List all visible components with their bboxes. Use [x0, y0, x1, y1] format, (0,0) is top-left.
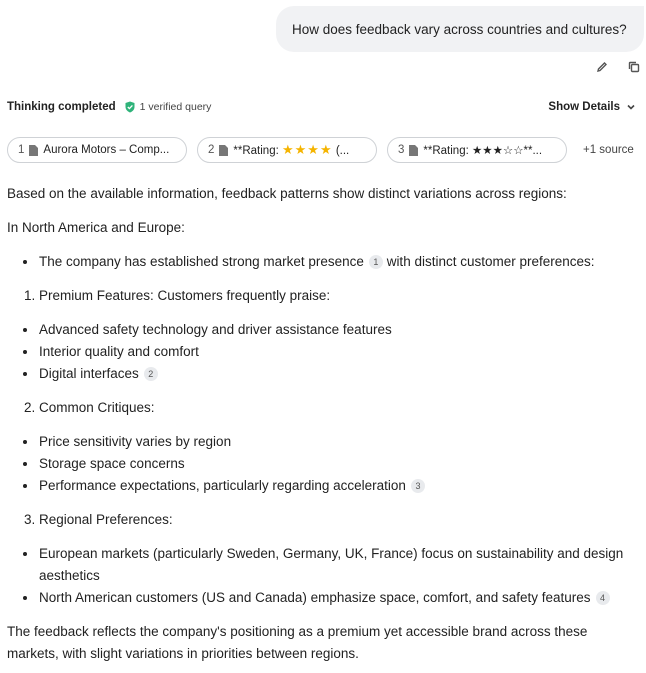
show-details-button[interactable] [548, 101, 636, 113]
verified-badge [124, 101, 212, 113]
answer-body [7, 183, 636, 673]
presence-list [7, 251, 636, 273]
source-label-suffix: (... [332, 145, 350, 157]
list-item: Price sensitivity varies by region [19, 431, 636, 453]
citation-badge[interactable]: 1 [369, 255, 383, 269]
source-label [233, 142, 349, 158]
document-icon [29, 145, 38, 156]
thinking-title: Thinking completed [7, 101, 116, 113]
message-actions [595, 60, 641, 74]
section-heading-critiques: 2. Common Critiques: [24, 400, 155, 415]
list-item: The company has established strong market presence 1 with distinct customer preferences: [19, 251, 636, 273]
star-rating-icons: ★★★★ [282, 142, 333, 157]
answer-intro: Based on the available information, feedback patterns show distinct variations across regions: [7, 186, 567, 201]
source-number: 3 [398, 144, 405, 156]
document-icon [409, 145, 418, 156]
source-number: 2 [208, 144, 215, 156]
source-number: 1 [18, 144, 25, 156]
citation-badge[interactable]: 2 [144, 367, 158, 381]
list-item: Interior quality and comfort [19, 341, 636, 363]
region-heading: In North America and Europe: [7, 220, 185, 235]
more-sources-link[interactable]: +1 source [583, 144, 634, 156]
features-list [7, 319, 636, 385]
user-message-text: How does feedback vary across countries and cultures? [292, 21, 627, 37]
list-item: Advanced safety technology and driver assistance features [19, 319, 636, 341]
list-item: European markets (particularly Sweden, Germany, UK, France) focus on sustainability and design aesthetics [19, 543, 636, 587]
source-label: Aurora Motors – Comp... [43, 144, 170, 156]
user-message-bubble [276, 6, 644, 52]
critiques-list [7, 431, 636, 497]
source-chips [7, 137, 640, 163]
section-heading-regional: 3. Regional Preferences: [24, 512, 173, 527]
chevron-down-icon [626, 102, 636, 112]
source-label-prefix: **Rating: [233, 145, 282, 157]
list-item: Performance expectations, particularly regarding acceleration 3 [19, 475, 636, 497]
answer-conclusion: The feedback reflects the company's positioning as a premium yet accessible brand across these markets, with slight variations in priorities between regions. [7, 624, 588, 661]
list-item: Storage space concerns [19, 453, 636, 475]
document-icon [219, 145, 228, 156]
citation-badge[interactable]: 4 [596, 591, 610, 605]
section-heading-premium: 1. Premium Features: Customers frequently praise: [24, 288, 331, 303]
preferences-list [7, 543, 636, 609]
list-item: North American customers (US and Canada) emphasize space, comfort, and safety features 4 [19, 587, 636, 609]
verified-shield-icon [124, 101, 136, 113]
list-item: Digital interfaces 2 [19, 363, 636, 385]
source-chip-3[interactable] [387, 137, 567, 163]
show-details-label: Show Details [548, 101, 620, 113]
verified-text: 1 verified query [139, 101, 212, 113]
source-chip-1[interactable] [7, 137, 187, 163]
source-chip-2[interactable] [197, 137, 377, 163]
citation-badge[interactable]: 3 [411, 479, 425, 493]
thinking-status-bar [7, 98, 636, 116]
source-label: **Rating: ★★★☆☆**... [423, 145, 543, 157]
copy-icon[interactable] [627, 60, 641, 74]
pencil-icon[interactable] [595, 60, 609, 74]
